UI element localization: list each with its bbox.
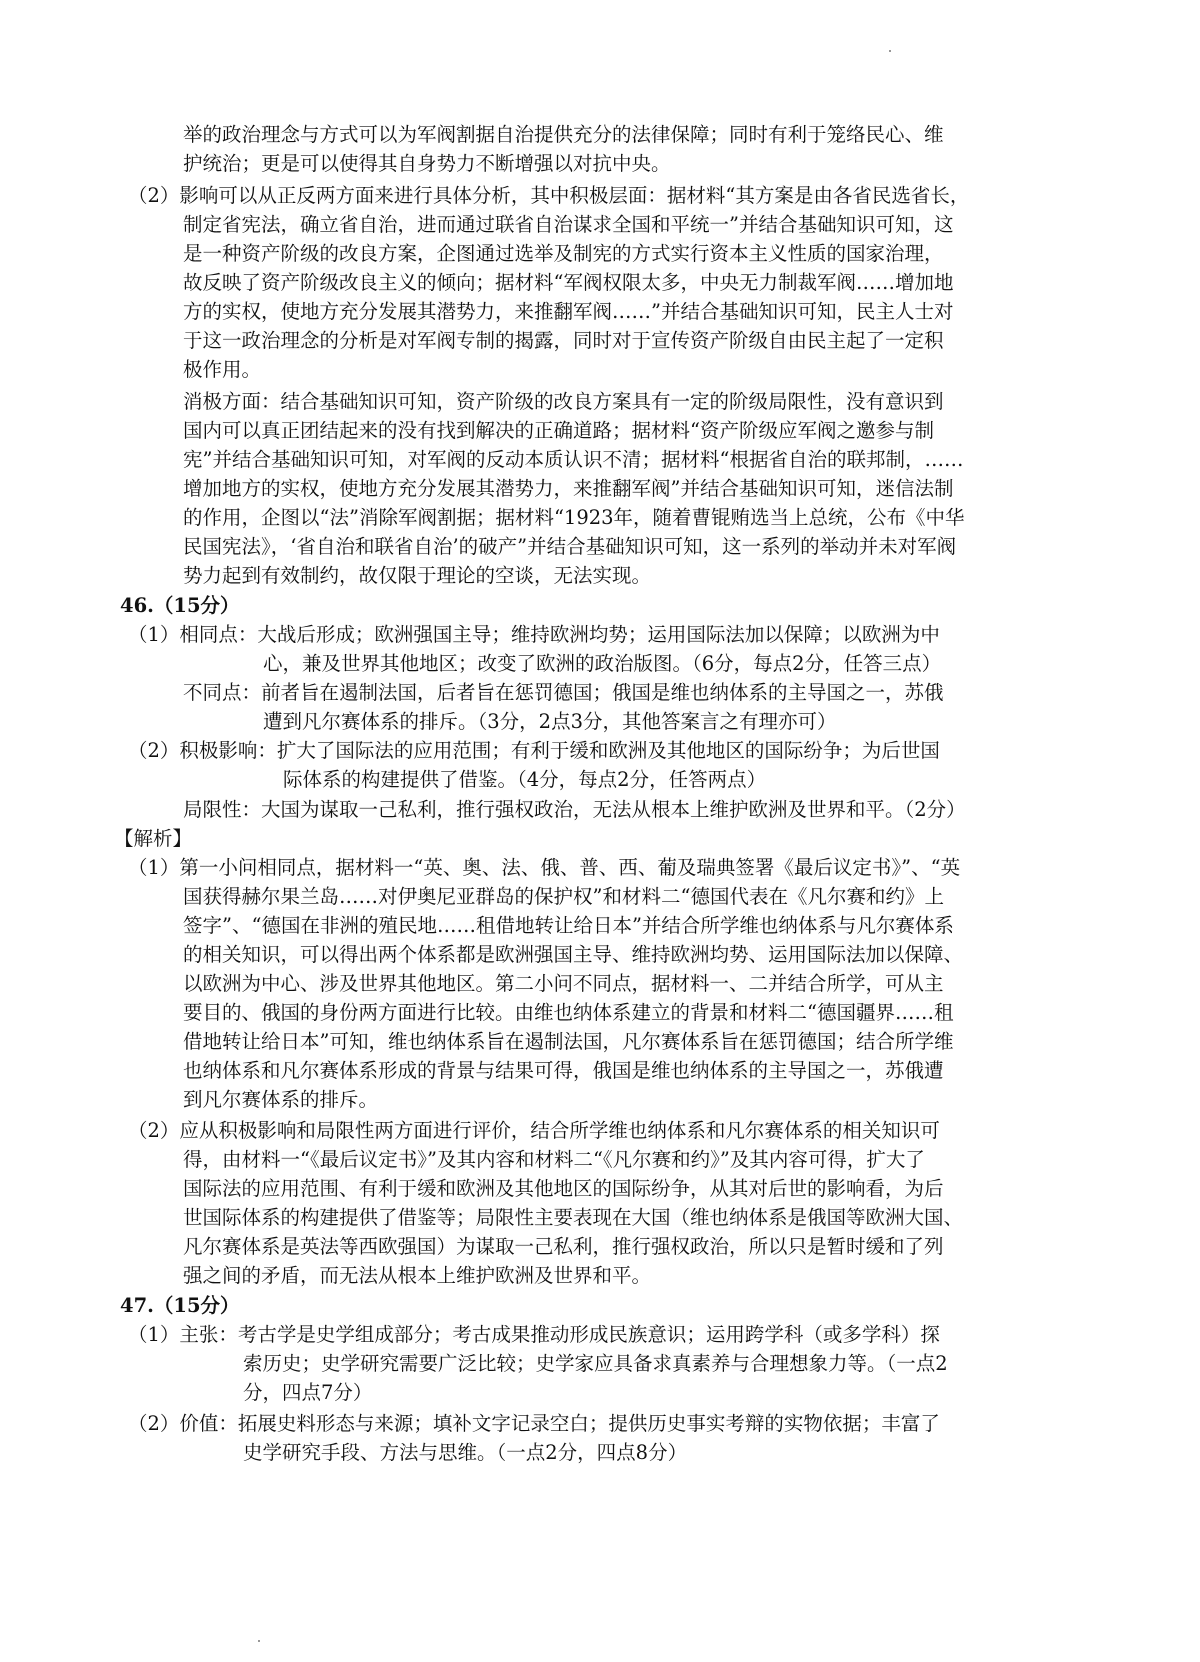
text-line: 势力起到有效制约，故仅限于理论的空谈，无法实现。: [183, 564, 652, 587]
text-line: 心，兼及世界其他地区；改变了欧洲的政治版图。（6分，每点2分，任答三点）: [263, 652, 942, 675]
text-line: 分，四点7分）: [243, 1381, 373, 1404]
text-line: 得，由材料一“《最后议定书》”及其内容和材料二“《凡尔赛和约》”及其内容可得，扩大了: [183, 1148, 925, 1171]
text-line: 到凡尔赛体系的排斥。: [183, 1088, 379, 1111]
text-line: 国内可以真正团结起来的没有找到解决的正确道路；据材料“资产阶级应军阀之邀参与制: [183, 419, 934, 442]
question-heading: 46.（15分）: [120, 594, 240, 617]
scan-speck: [889, 50, 891, 52]
text-line: 宪”并结合基础知识可知，对军阀的反动本质认识不清；据材料“根据省自治的联邦制，……: [183, 448, 964, 471]
text-line: （1）主张：考古学是史学组成部分；考古成果推动形成民族意识；运用跨学科（或多学科）探: [128, 1323, 940, 1346]
text-line: 的作用，企图以“法”消除军阀割据；据材料“1923年，随着曹锟贿选当上总统，公布《中华: [183, 506, 965, 529]
text-line: （1）第一小问相同点，据材料一“英、奥、法、俄、普、西、葡及瑞典签署《最后议定书》”、“英: [128, 856, 961, 879]
text-line: 索历史；史学研究需要广泛比较；史学家应具备求真素养与合理想象力等。（一点2: [243, 1352, 948, 1375]
text-line: 增加地方的实权，使地方充分发展其潜势力，来推翻军阀”并结合基础知识可知，迷信法制: [183, 477, 954, 500]
text-line: （1）相同点：大战后形成；欧洲强国主导；维持欧洲均势；运用国际法加以保障；以欧洲为中: [128, 623, 940, 646]
text-line: 世国际体系的构建提供了借鉴等；局限性主要表现在大国（维也纳体系是俄国等欧洲大国、: [183, 1206, 964, 1229]
text-line: （2）积极影响：扩大了国际法的应用范围；有利于缓和欧洲及其他地区的国际纷争；为后世国: [128, 739, 940, 762]
text-line: 要目的、俄国的身份两方面进行比较。由维也纳体系建立的背景和材料二“德国疆界……租: [183, 1001, 954, 1024]
text-line: 强之间的矛盾，而无法从根本上维护欧洲及世界和平。: [183, 1264, 652, 1287]
text-line: 是一种资产阶级的改良方案，企图通过选举及制宪的方式实行资本主义性质的国家治理，: [183, 242, 944, 265]
text-line: 举的政治理念与方式可以为军阀割据自治提供充分的法律保障；同时有利于笼络民心、维: [183, 123, 944, 146]
text-line: 国获得赫尔果兰岛……对伊奥尼亚群岛的保护权”和材料二“德国代表在《凡尔赛和约》上: [183, 885, 944, 908]
text-line: 局限性：大国为谋取一己私利，推行强权政治，无法从根本上维护欧洲及世界和平。（2分）: [183, 798, 966, 821]
text-line: 以欧洲为中心、涉及世界其他地区。第二小问不同点，据材料一、二并结合所学，可从主: [183, 972, 944, 995]
text-line: 故反映了资产阶级改良主义的倾向；据材料“军阀权限太多，中央无力制裁军阀……增加地: [183, 271, 954, 294]
text-line: 消极方面：结合基础知识可知，资产阶级的改良方案具有一定的阶级局限性，没有意识到: [183, 390, 944, 413]
text-line: 方的实权，使地方充分发展其潜势力，来推翻军阀……”并结合基础知识可知，民主人士对: [183, 300, 954, 323]
text-line: 遭到凡尔赛体系的排斥。（3分，2点3分，其他答案言之有理亦可）: [263, 710, 837, 733]
question-heading: 47.（15分）: [120, 1294, 240, 1317]
text-line: （2）价值：拓展史料形态与来源；填补文字记录空白；提供历史事实考辩的实物依据；丰富了: [128, 1412, 940, 1435]
text-line: 的相关知识，可以得出两个体系都是欧洲强国主导、维持欧洲均势、运用国际法加以保障、: [183, 943, 964, 966]
text-line: 不同点：前者旨在遏制法国，后者旨在惩罚德国；俄国是维也纳体系的主导国之一，苏俄: [183, 681, 944, 704]
scan-speck: [258, 1640, 260, 1642]
text-line: （2）应从积极影响和局限性两方面进行评价，结合所学维也纳体系和凡尔赛体系的相关知识可: [128, 1119, 940, 1142]
text-line: （2）影响可以从正反两方面来进行具体分析，其中积极层面：据材料“其方案是由各省民选省长，: [128, 184, 970, 207]
text-line: 民国宪法》，‘省自治和联省自治’的破产”并结合基础知识可知，这一系列的举动并未对军阀: [183, 535, 957, 558]
text-line: 护统治；更是可以使得其自身势力不断增强以对抗中央。: [183, 152, 671, 175]
text-line: 也纳体系和凡尔赛体系形成的背景与结果可得，俄国是维也纳体系的主导国之一，苏俄遭: [183, 1059, 944, 1082]
text-line: 签字”、“德国在非洲的殖民地……租借地转让给日本”并结合所学维也纳体系与凡尔赛体系: [183, 914, 954, 937]
text-line: 国际法的应用范围、有利于缓和欧洲及其他地区的国际纷争，从其对后世的影响看，为后: [183, 1177, 944, 1200]
text-line: 于这一政治理念的分析是对军阀专制的揭露，同时对于宣传资产阶级自由民主起了一定积: [183, 329, 944, 352]
text-line: 际体系的构建提供了借鉴。（4分，每点2分，任答两点）: [283, 768, 767, 791]
text-line: 极作用。: [183, 358, 262, 381]
text-line: 借地转让给日本”可知，维也纳体系旨在遏制法国，凡尔赛体系旨在惩罚德国；结合所学维: [183, 1030, 954, 1053]
text-line: 制定省宪法，确立省自治，进而通过联省自治谋求全国和平统一”并结合基础知识可知，这: [183, 213, 954, 236]
analysis-heading: 【解析】: [114, 827, 193, 850]
text-line: 史学研究手段、方法与思维。（一点2分，四点8分）: [243, 1441, 688, 1464]
text-line: 凡尔赛体系是英法等西欧强国）为谋取一己私利，推行强权政治，所以只是暂时缓和了列: [183, 1235, 944, 1258]
